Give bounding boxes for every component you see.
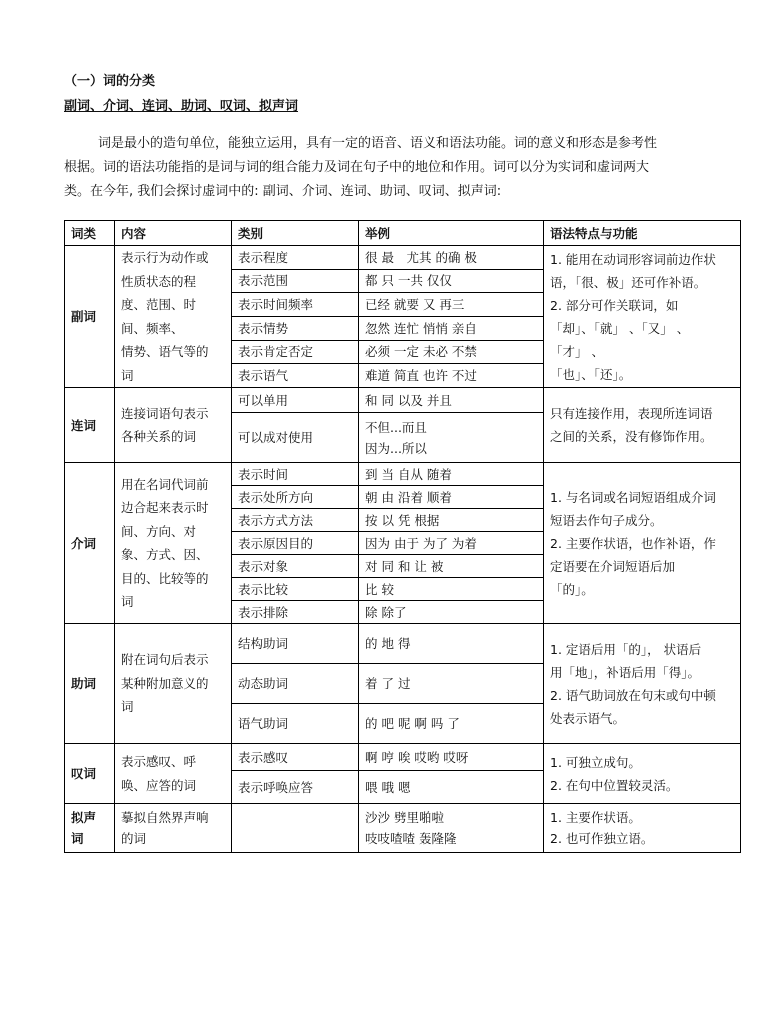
note-line: 「才」 、 (550, 343, 604, 359)
note-line: 之间的关系，没有修饰作用。 (550, 429, 713, 444)
category-cell: 表示处所方向 (232, 486, 359, 509)
example-cell: 除 除了 (359, 601, 544, 624)
example-cell: 很 最 尤其 的确 极 (359, 246, 544, 270)
table-row (65, 744, 741, 771)
example-cell: 喂 哦 嗯 (359, 771, 544, 804)
example-line: 吱吱喳喳 轰隆隆 (365, 831, 457, 846)
table-row (65, 804, 741, 853)
header-cell: 内容 (115, 221, 232, 246)
note-line: 2. 语气助词放在句末或句中顿 (550, 687, 716, 703)
example-cell: 因为 由于 为了 为着 (359, 532, 544, 555)
example-cell: 忽然 连忙 悄悄 亲自 (359, 316, 544, 340)
content-line: 词 (121, 594, 134, 609)
content-line: 的词 (121, 831, 147, 846)
word-type-cell: 副词 (65, 246, 115, 388)
content-line: 象、方式、因、 (121, 547, 209, 562)
header-cell: 词类 (65, 221, 115, 246)
category-cell: 表示程度 (232, 246, 359, 270)
word-type-cell: 助词 (65, 624, 115, 744)
content-cell (115, 463, 232, 624)
word-type-line: 拟声 (71, 810, 97, 825)
content-line: 摹拟自然界声响 (121, 810, 209, 825)
category-cell: 表示肯定否定 (232, 340, 359, 364)
category-cell: 表示呼唤应答 (232, 771, 359, 804)
example-cell: 到 当 自从 随着 (359, 463, 544, 486)
example-cell: 着 了 过 (359, 664, 544, 704)
intro-line: 类。在今年, 我们会探讨虚词中的: 副词、介词、连词、助词、叹词、拟声词: (64, 184, 502, 199)
note-line: 「却」、「就」 、「又」 、 (550, 320, 690, 336)
category-cell: 表示比较 (232, 578, 359, 601)
word-type-cell (65, 804, 115, 853)
example-cell: 比 较 (359, 578, 544, 601)
example-cell: 朝 由 沿着 顺着 (359, 486, 544, 509)
content-line: 间、方向、对 (121, 523, 197, 539)
content-cell (115, 624, 232, 744)
category-cell: 表示感叹 (232, 744, 359, 771)
content-line: 性质状态的程 (121, 273, 197, 289)
note-line: 1. 能用在动词形容词前边作状 (550, 251, 716, 267)
word-type-cell: 叹词 (65, 744, 115, 804)
note-line: 「也」、「还」。 (550, 366, 632, 382)
table-row (65, 624, 741, 664)
content-line: 连接词语句表示 (121, 405, 209, 421)
example-cell: 对 同 和 让 被 (359, 555, 544, 578)
content-line: 情势、语气等的 (121, 344, 209, 359)
example-cell (359, 413, 544, 463)
section-heading: （一）词的分类 (64, 74, 156, 89)
example-cell: 必须 一定 未必 不禁 (359, 340, 544, 364)
example-cell: 啊 哼 唉 哎哟 哎呀 (359, 744, 544, 771)
content-line: 表示行为动作或 (121, 250, 209, 265)
example-line: 不但...而且 (365, 419, 427, 435)
note-line: 用「地」，补语后用「得」。 (550, 664, 701, 680)
content-line: 度、范围、时 (121, 297, 197, 312)
category-cell: 表示情势 (232, 316, 359, 340)
content-line: 某种附加意义的 (121, 675, 209, 691)
word-class-table (64, 220, 741, 853)
category-cell: 可以成对使用 (232, 413, 359, 463)
note-line: 2. 在句中位置较灵活。 (550, 777, 679, 793)
category-cell: 可以单用 (232, 388, 359, 413)
note-line: 2. 部分可作关联词，如 (550, 297, 679, 313)
content-line: 附在词句后表示 (121, 652, 209, 668)
note-line: 语，「很、极」还可作补语。 (550, 274, 707, 290)
note-line: 1. 可独立成句。 (550, 754, 641, 770)
example-cell: 按 以 凭 根据 (359, 509, 544, 532)
table-header-row (65, 221, 741, 246)
word-type-line: 词 (71, 831, 84, 846)
notes-cell (544, 744, 741, 804)
content-line: 各种关系的词 (121, 429, 197, 444)
category-cell: 表示排除 (232, 601, 359, 624)
content-line: 表示感叹、呼 (121, 754, 197, 769)
header-cell: 语法特点与功能 (544, 221, 741, 246)
content-cell (115, 744, 232, 804)
note-line: 1. 定语后用「的」， 状语后 (550, 641, 702, 657)
intro-line: 根据。词的语法功能指的是词与词的组合能力及词在句子中的地位和作用。词可以分为实词和虚词两大 (64, 160, 650, 175)
table-row (65, 463, 741, 486)
content-cell (115, 804, 232, 853)
header-cell: 举例 (359, 221, 544, 246)
note-line: 处表示语气。 (550, 710, 626, 726)
notes-cell (544, 804, 741, 853)
intro-paragraph (64, 132, 704, 204)
notes-cell (544, 463, 741, 624)
notes-cell (544, 624, 741, 744)
note-line: 只有连接作用，表现所连词语 (550, 406, 713, 421)
example-cell: 和 同 以及 并且 (359, 388, 544, 413)
content-line: 唤、应答的词 (121, 777, 197, 793)
category-cell (232, 804, 359, 853)
example-cell: 的 地 得 (359, 624, 544, 664)
content-cell (115, 388, 232, 463)
note-line: 2. 也可作独立语。 (550, 831, 654, 846)
category-cell: 动态助词 (232, 664, 359, 704)
note-line: 1. 与名词或名词短语组成介词 (550, 489, 716, 505)
note-line: 「的」。 (550, 581, 594, 597)
category-cell: 结构助词 (232, 624, 359, 664)
word-type-cell: 连词 (65, 388, 115, 463)
note-line: 定语要在介词短语后加 (550, 558, 676, 574)
intro-line: 词是最小的造句单位，能独立运用，具有一定的语音、语义和语法功能。词的意义和形态是参考性 (98, 136, 658, 151)
category-cell: 表示原因目的 (232, 532, 359, 555)
content-line: 间、频率、 (121, 320, 184, 336)
content-line: 边合起来表示时 (121, 500, 209, 515)
note-line: 1. 主要作状语。 (550, 810, 641, 825)
word-type-cell: 介词 (65, 463, 115, 624)
example-line: 沙沙 劈里啪啦 (365, 810, 444, 825)
example-cell: 已经 就要 又 再三 (359, 293, 544, 317)
content-line: 词 (121, 367, 134, 383)
note-line: 2. 主要作状语，也作补语，作 (550, 535, 716, 551)
category-cell: 表示语气 (232, 364, 359, 388)
content-line: 用在名词代词前 (121, 476, 209, 492)
content-line: 目的、比较等的 (121, 570, 209, 586)
example-cell (359, 804, 544, 853)
example-cell: 难道 简直 也许 不过 (359, 364, 544, 388)
content-line: 词 (121, 699, 134, 715)
example-line: 因为...所以 (365, 440, 427, 456)
notes-cell (544, 388, 741, 463)
example-cell: 都 只 一共 仅仅 (359, 269, 544, 293)
category-cell: 表示时间频率 (232, 293, 359, 317)
section-subheading: 副词、介词、连词、助词、叹词、拟声词 (64, 99, 299, 114)
notes-cell (544, 246, 741, 388)
example-cell: 的 吧 呢 啊 吗 了 (359, 704, 544, 744)
note-line: 短语去作句子成分。 (550, 512, 663, 528)
category-cell: 表示时间 (232, 463, 359, 486)
header-cell: 类别 (232, 221, 359, 246)
category-cell: 表示对象 (232, 555, 359, 578)
table-row (65, 246, 741, 270)
content-cell (115, 246, 232, 388)
category-cell: 表示方式方法 (232, 509, 359, 532)
category-cell: 语气助词 (232, 704, 359, 744)
category-cell: 表示范围 (232, 269, 359, 293)
table-row (65, 388, 741, 413)
